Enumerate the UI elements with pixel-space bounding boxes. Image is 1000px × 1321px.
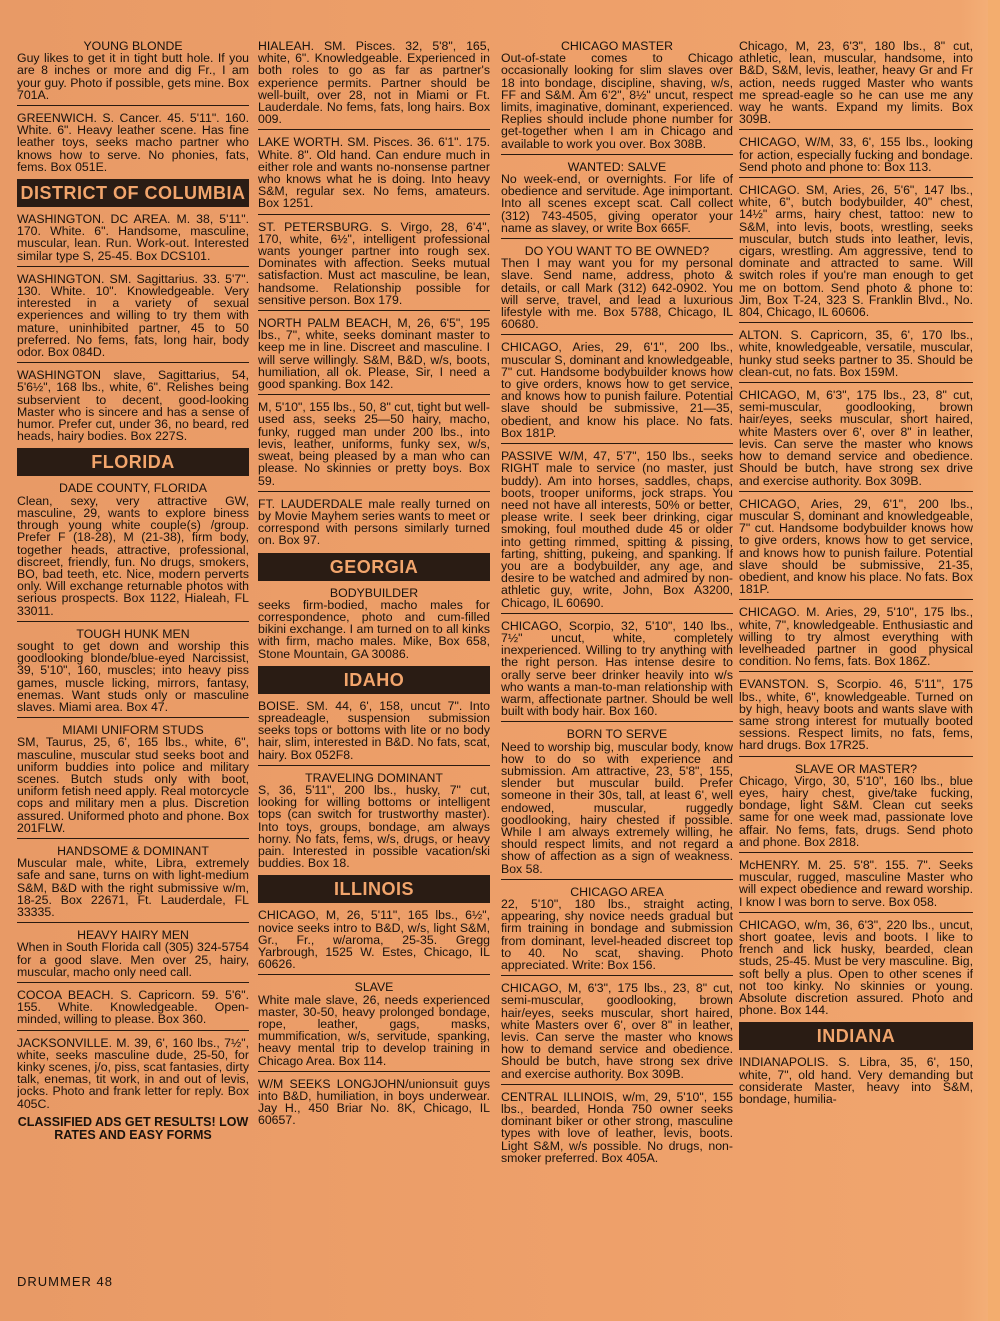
ad-alton — [739, 329, 973, 378]
ad-text: Out-of-state comes to Chicago occasionally looking for slim slaves over 18 into bondage, discipline, shaving, w/s, FF and S&M. Am 6'2", 8½" uncut, respect limits, imaginative, dominant, experienced. Replies should include phone number for get-together when I am in Chicago and available to work you over. Box 308B. — [501, 51, 733, 151]
column-4 — [739, 40, 973, 1107]
divider — [739, 912, 973, 913]
ad-heading: CHICAGO MASTER — [560, 40, 674, 53]
ad-heading: BORN TO SERVE — [566, 727, 668, 742]
classified-promo: CLASSIFIED ADS GET RESULTS! LOW RATES AND EASY FORMS — [17, 1114, 249, 1142]
divider — [501, 238, 733, 239]
divider — [501, 334, 733, 335]
ad-washington-sm — [17, 273, 249, 358]
ad-wanted-salve — [501, 161, 733, 234]
ad-heading: TOUGH HUNK MEN — [76, 626, 190, 641]
divider — [501, 1084, 733, 1085]
ad-heading: BODYBUILDER — [329, 585, 419, 600]
ad-longjohn — [258, 1078, 490, 1127]
divider — [501, 975, 733, 976]
page-edge — [988, 0, 1000, 1321]
ad-text: COCOA BEACH. S. Capricorn. 59. 5'6". 155. White. Knowledgeable. Open-minded, willing to please. Box 360. — [17, 988, 249, 1027]
ad-text: S, 36, 5'11", 200 lbs., husky, 7" cut, looking for willing bottoms or intelligent tops (can switch for trustworthy master). Into toys, groups, bondage, am always horny. No fats, fems, w/s, drugs, or heavy pain. Interested in possible vacation/ski buddies. Box 18. — [258, 782, 490, 871]
ad-text: LAKE WORTH. SM. Pisces. 36. 6'1". 175. White. 8". Old hand. Can endure much in either role and wants no-nonsense partner who knows what he is doing. Into heavy S&M, regular sex. No fems, amateurs. Box 1251. — [258, 135, 490, 211]
ad-dade-county — [17, 482, 249, 616]
ad-heading: WANTED: SALVE — [567, 159, 667, 174]
divider — [258, 129, 490, 130]
ad-north-palm-beach — [258, 317, 490, 390]
ad-text: PASSIVE W/M, 47, 5'7", 150 lbs., seeks RIGHT male to service (no master, just buddy). Am into horses, saddles, chaps, boots, trooper uniforms, jock straps. You need not have all interests, 50% or better, please write. I seek beer drinking, cigar smoking, foul mouthed dude 45 or older into getting rimmed, spitting & pissing, farting, shitting, pukeing, and spanking. If you are a bodybuilder, any age, and desire to be watched and admired by non-athletic guy, write, John, Box A3200, Chicago, IL 60690. — [501, 449, 733, 610]
ad-text: W/M SEEKS LONGJOHN/unionsuit guys into B&D, humiliation, in boys underwear. Jay H., 450 Briar No. 8K, Chicago, IL 60657. — [258, 1076, 490, 1128]
divider — [739, 756, 973, 757]
ad-text: 22, 5'10", 180 lbs., straight acting, appearing, shy novice needs gradual but firm training in bondage and submission from dominant, level-headed discreet top to 40. No scat, shaving. Photo appreciated. Write: Box 156. — [501, 897, 733, 973]
ad-text: CHICAGO, W/M, 33, 6', 155 lbs., looking for action, especially fucking and bondage. Send photo and phone to: Box 113. — [739, 135, 973, 174]
ad-chicago-m-6-3-b — [739, 389, 973, 487]
ad-text: CENTRAL ILLINOIS, w/m, 29, 5'10", 155 lbs., bearded, Honda 750 owner seeks dominant biker or other strong, masculine types with love of leather, levis, boots. Light S&M, w/s possible. No drugs, non-smoker preferred. Box 405A. — [501, 1089, 733, 1165]
ad-heading: DO YOU WANT TO BE OWNED? — [524, 244, 710, 259]
ad-lake-worth — [258, 136, 490, 209]
ad-text: CHICAGO. SM, Aries, 26, 5'6", 147 lbs., white, 6", butch bodybuilder, 40" chest, 14½" arms, hairy chest, tattoo: new to S&M, into levis, boots, wrestling, seeks muscular, butch studs into leather, levis, cigars, wrestling. Am aggressive, tend to dominate and attracted to same. Will switch roles if you're man enough to get me on bottom. Send photo & phone to: Jim, Box T-24, 323 S. Franklin Blvd., No. 804, Chicago, IL 60606. — [739, 183, 973, 320]
divider — [501, 721, 733, 722]
ad-text: When in South Florida call (305) 324-5754 for a good slave. Men over 25, hairy, muscular, macho only need call. — [17, 940, 249, 979]
ad-greenwich — [17, 112, 249, 173]
ad-young-blonde — [17, 40, 249, 101]
divider — [501, 154, 733, 155]
ad-heading: SLAVE — [354, 980, 394, 995]
divider — [17, 717, 249, 718]
ad-heading: TRAVELING DOMINANT — [305, 770, 443, 785]
state-header-district-of-columbia: DISTRICT OF COLUMBIA — [17, 179, 249, 207]
ad-heading: YOUNG BLONDE — [83, 40, 183, 53]
ad-hialeah — [258, 40, 490, 125]
ad-text: Guy likes to get it in tight butt hole. If you are 8 inches or more and dig Fr., I am your guy. Photo if possible, gets mine. Box 701A. — [17, 51, 249, 102]
divider — [17, 922, 249, 923]
ad-text: EVANSTON. S, Scorpio. 46, 5'11", 175 lbs., white, 6", knowledgeable. Turned on by high, heavy boots and wants slave with same strong interest for mutually booted sessions. Respect limits, no fats, fems, hard drugs. Box 17R25. — [739, 677, 973, 753]
ad-st-petersburg — [258, 221, 490, 306]
ad-handsome-dominant — [17, 845, 249, 918]
ad-owned — [501, 245, 733, 330]
divider — [739, 177, 973, 178]
ad-chicago-athletic — [739, 40, 973, 125]
ad-text: White male slave, 26, needs experienced master, 30-50, heavy prolonged bondage, rope, leather, gags, masks, mummification, w/s, servitude, spanking, heavy mental trip to develop training in Chicago Area. Box 114. — [258, 992, 490, 1068]
ad-text: No week-end, or overnights. For life of obedience and servitude. Age inimportant. Into all scenes except scat. Call collect (312) 743-4505, giving operator your name as slavey, or write Box 665F. — [501, 172, 733, 235]
ad-boise — [258, 700, 490, 761]
state-header-florida: FLORIDA — [17, 448, 249, 476]
ad-text: CHICAGO, Aries, 29, 6'1", 200 lbs., muscular S, dominant and knowledgeable, 7" cut. Handsome bodybuilder knows how to give orders, knows how to get service, and knows how to punish failure. Potential slave should be submissive, 21—35, obedient, and know his place. No fats. Box 181P. — [501, 340, 733, 440]
divider — [17, 266, 249, 267]
ad-indianapolis — [739, 1056, 973, 1105]
ad-washington-dc — [17, 213, 249, 262]
ad-text: HIALEAH. SM. Pisces. 32, 5'8", 165, white, 6". Knowledgeable. Experienced in both roles to go as far as partner's experience permits. Partner should be well-built, over 28, not in Miami or Ft. Lauderdale. No fems, fats, long hairs. Box 009. — [258, 40, 490, 127]
ad-text: sought to get down and worship this goodlooking blonde/blue-eyed Narcissist, 39, 5'10", 160, muscles; into heavy piss games, muscle licking, mirrors, fantasy, enemas. Want studs only or masculine slaves. Miami area. Box 47. — [17, 638, 249, 714]
divider — [258, 491, 490, 492]
ad-text: CHICAGO, M, 6'3", 175 lbs., 23, 8" cut, semi-muscular, goodlooking, brown hair/eyes, seeks muscular, short haired, white Masters over 6', over 8" in leather, levis. Can serve the master who knows how to demand service and obedience. Should be butch, have strong sex drive and exercise authority. Box 309B. — [501, 981, 733, 1081]
ad-text: GREENWICH. S. Cancer. 45. 5'11". 160. White. 6". Heavy leather scene. Has fine leather toys, seeks macho partner who knows how to serve. No phonies, fats, fems. Box 051E. — [17, 111, 249, 174]
ad-born-to-serve — [501, 728, 733, 874]
ad-text: WASHINGTON slave, Sagittarius, 54, 5'6½", 168 lbs., white, 6". Relishes being subservient to decent, good-looking Master who is sincere and has a sense of humor. Prefer cut, under 36, no beard, red heads, hairy bodies. Box 227S. — [17, 368, 249, 444]
ad-text: CHICAGO, Scorpio, 32, 5'10", 140 lbs., 7½" uncut, white, completely inexperienced. Willing to try anything with the right person. Has intense desire to orally serve beer drinker heavily into w/s who wants a man-to-man relationship with warm, affectionate partner. Should be well built with body hair. Box 160. — [501, 618, 733, 719]
divider — [17, 1030, 249, 1031]
ad-slave — [258, 981, 490, 1066]
divider — [17, 621, 249, 622]
ad-text: ALTON. S. Capricorn, 35, 6', 170 lbs., white, knowledgeable, versatile, muscular, hunky stud seeks partner to 35. Should be clean-cut, no fats. Box 159M. — [739, 328, 973, 379]
divider — [258, 214, 490, 215]
divider — [258, 310, 490, 311]
ad-evanston — [739, 678, 973, 751]
divider — [258, 394, 490, 395]
state-header-georgia: GEORGIA — [258, 553, 490, 581]
divider — [739, 671, 973, 672]
divider — [258, 765, 490, 766]
ad-text: WASHINGTON. DC AREA. M. 38, 5'11". 170. White. 6". Handsome, masculine, muscular, lean. Run. Work-out. Interested similar type S, 25-45. Box DCS101. — [17, 212, 249, 263]
ad-chicago-master — [501, 40, 733, 150]
divider — [739, 491, 973, 492]
ad-passive-wm — [501, 450, 733, 609]
ad-central-illinois — [501, 1091, 733, 1164]
ad-text: Clean, sexy, very attractive GW, masculine, 29, wants to explore biness through young white couple(s) /group. Prefer F (18-28), M (21-38), firm body, together heads, attractive, professional, discreet, friendly, fun. No drugs, smokers, BO, bad teeth, etc. Nice, modern perverts only. Will exchange returnable photos with serious prospects. Box 1122, Hialeah, FL 33011. — [17, 493, 249, 618]
divider — [258, 1071, 490, 1072]
divider — [17, 982, 249, 983]
ad-text: Need to worship big, muscular body, know how to do so with experience and submission. Am attractive, 23, 5'8", 155, slender but muscular build. Prefer someone in their 30s, tall, at least 6', well endowed, muscular, ruggedly goodlooking, hairy chested if possible. While I am always extremely willing, he should respect limits, and not regard a show of affection as a sign of weakness. Box 58. — [501, 739, 733, 876]
column-3 — [501, 40, 733, 1166]
ad-chicago-m-aries — [739, 606, 973, 667]
ad-text: Chicago, Virgo, 30, 5'10", 160 lbs., blue eyes, hairy chest, give/take fucking, bondage, light S&M. Clean cut seeks same for one week mad, passionate love affair. No fems, fats, drugs. Send photo and phone. Box 2818. — [739, 773, 973, 849]
ad-mchenry — [739, 859, 973, 908]
ad-text: Chicago, M, 23, 6'3", 180 lbs., 8" cut, athletic, lean, muscular, handsome, into B&D, S&M, levis, leather, heavy Gr and Fr action, needs rugged Master who wants me spread-eagle so he can use me any way he wants. Expand my limits. Box 309B. — [739, 40, 973, 127]
ad-text: CHICAGO, w/m, 36, 6'3", 220 lbs., uncut, short goatee, levis and boots. I like to french and lick husky, bearded, clean studs, 25-45. Must be very masculine. Big, soft belly a plus. Open to other scenes if not too kinky. No skinnies or young. Absolute discretion assured. Photo and phone. Box 144. — [739, 917, 973, 1018]
column-2 — [258, 40, 490, 1129]
ad-miami-uniform — [17, 724, 249, 834]
ad-traveling-dominant — [258, 772, 490, 870]
ad-m-5-10 — [258, 401, 490, 486]
ad-heading: HANDSOME & DOMINANT — [57, 843, 209, 858]
ad-chicago-m-6-3 — [501, 982, 733, 1080]
ad-heading: HEAVY HAIRY MEN — [77, 928, 189, 943]
ad-bodybuilder — [258, 587, 490, 660]
page-folio: DRUMMER 48 — [17, 1274, 113, 1289]
ad-text: CHICAGO, M, 6'3", 175 lbs., 23, 8" cut, semi-muscular, goodlooking, brown hair/eyes, seeks muscular, short haired, white Masters over 6', over 8" in leather, levis. Can serve the master who knows how to demand service and obedience. Should be butch, have strong sex drive and exercise authority. Box 309B. — [739, 388, 973, 488]
ad-text: BOISE. SM. 44, 6', 158, uncut 7". Into spreadeagle, suspension submission seeks tops or bottoms with lite or no body hair, slim, interested in B&D. No fats, scat, hairy. Box 052F8. — [258, 698, 490, 762]
ad-text: seeks firm-bodied, macho males for correspondence, photo and cum-filled bikini exchange. I am turned on to all kinks with firm, macho males. Mike, Box 658, Stone Mountain, GA 30086. — [258, 597, 490, 661]
ad-chicago-aries — [501, 341, 733, 439]
ad-text: ST. PETERSBURG. S. Virgo, 28, 6'4", 170, white, 6½", intelligent professional wants younger partner into rough sex. Dominates with affection. Seeks mutual satisfaction. Must act masculine, be lean, handsome. Relationship possible for sensitive person. Box 179. — [258, 219, 490, 307]
ad-text: CHICAGO. M. Aries, 29, 5'10", 175 lbs., white, 7", knowledgeable. Enthusiastic and willing to try almost everything with levelheaded partner in good physical condition. No fems, fats. Box 186Z. — [739, 605, 973, 669]
ad-heading: SLAVE OR MASTER? — [794, 761, 918, 776]
ad-chicago-sm-aries — [739, 184, 973, 318]
ad-heading: MIAMI UNIFORM STUDS — [62, 723, 204, 738]
state-header-illinois: ILLINOIS — [258, 875, 490, 903]
ad-heading: CHICAGO AREA — [570, 884, 664, 899]
divider — [258, 974, 490, 975]
state-header-indiana: INDIANA — [739, 1022, 973, 1050]
ad-text: Muscular male, white, Libra, extremely safe and sane, turns on with light-medium S&M, B&D with the right submissive w/m, 18-25. Box 22671, Ft. Lauderdale, FL 33335. — [17, 856, 249, 919]
ad-text: JACKSONVILLE. M. 39, 6', 160 lbs., 7½", white, seeks masculine dude, 25-50, for kinky scenes, j/o, piss, scat fantasies, dirty talk, enemas, tit work, in and out of levis, jocks. Photo and frank letter for reply. Box 405C. — [17, 1035, 249, 1111]
ad-text: SM, Taurus, 25, 6', 165 lbs., white, 6", masculine, muscular stud seeks boot and uniform buddies into police and military scenes. Butch studs only with boot, uniform fetish need apply. Real motorcycle cops and military men a plus. Discretion assured. Uniformed photo and phone. Box 201FLW. — [17, 735, 249, 835]
ad-tough-hunk — [17, 628, 249, 713]
divider — [501, 879, 733, 880]
ad-ft-lauderdale — [258, 498, 490, 547]
ad-text: FT. LAUDERDALE male really turned on by Movie Mayhem series wants to meet or correspond with persons similarly turned on. Box 97. — [258, 496, 490, 548]
ad-text: M, 5'10", 155 lbs., 50, 8" cut, tight but well-used ass, seeks 25—50 hairy, macho, funky, rugged man under 200 lbs., into levis, leather, uniforms, funky sex, w/s, sweat, being pleased by a man who can please. No skinnies or pretty boys. Box 59. — [258, 400, 490, 488]
divider — [501, 613, 733, 614]
divider — [739, 382, 973, 383]
ad-chicago-aries-b — [739, 498, 973, 596]
ad-text: NORTH PALM BEACH, M, 26, 6'5", 195 lbs., 7", white, seeks dominant master to keep me in line. Discreet and masculine. I will serve willingly. S&M, B&D, w/s, boots, humiliation, all ok. Please, Sir, I need a good spanking. Box 142. — [258, 316, 490, 392]
ad-text: McHENRY. M. 25. 5'8". 155. 7". Seeks muscular, rugged, masculine Master who will expect obedience and reward worship. I know I was born to serve. Box 058. — [739, 857, 973, 909]
ad-cocoa-beach — [17, 989, 249, 1026]
state-header-idaho: IDAHO — [258, 666, 490, 694]
ad-chicago-novice — [258, 909, 490, 970]
ad-jacksonville — [17, 1037, 249, 1110]
divider — [739, 322, 973, 323]
divider — [739, 129, 973, 130]
ad-text: WASHINGTON. SM. Sagittarius. 33. 5'7". 130. White. 10". Knowledgeable. Very interested in a variety of sexual experiences and willing to try them with mature, uninhibited partner, 45 to 50 preferred. No fems, fats, long hair, body odor. Box 084D. — [17, 271, 249, 360]
divider — [17, 105, 249, 106]
ad-chicago-area — [501, 886, 733, 971]
column-1 — [17, 40, 249, 1142]
divider — [17, 362, 249, 363]
divider — [739, 852, 973, 853]
ad-text: INDIANAPOLIS. S. Libra, 35, 6', 150, white, 7", old hand. Very demanding but considerate Master, heavy into S&M, bondage, humilia- — [739, 1055, 973, 1107]
ad-heavy-hairy — [17, 929, 249, 978]
ad-heading: DADE COUNTY, FLORIDA — [58, 481, 208, 496]
ad-slave-or-master — [739, 763, 973, 848]
ad-chicago-wm-36 — [739, 919, 973, 1017]
ad-chicago-scorpio — [501, 620, 733, 718]
ad-text: CHICAGO, Aries, 29, 6'1", 200 lbs., muscular S, dominant and knowledgeable, 7" cut. Handsome bodybuilder knows how to give orders, knows how to get service, and knows how to punish failure. Potential slave should be submissive, 21-35, obedient, and know his place. No fats. Box 181P. — [739, 496, 973, 597]
divider — [739, 599, 973, 600]
divider — [17, 838, 249, 839]
ad-washington-slave — [17, 369, 249, 442]
ad-text: Then I may want you for my personal slave. Send name, address, photo & details, or call Mark (312) 642-0902. You will serve, travel, and lead a luxurious lifestyle with me. Box 5788, Chicago, IL 60680. — [501, 256, 733, 332]
ad-text: CHICAGO, M, 26, 5'11", 165 lbs., 6½", novice seeks intro to B&D, w/s, light S&M, Gr., Fr., w/aroma, 25-35. Gregg Yarbrough, 1525 W. Estes, Chicago, IL 60626. — [258, 908, 490, 972]
ad-chicago-wm-33 — [739, 136, 973, 173]
divider — [501, 443, 733, 444]
